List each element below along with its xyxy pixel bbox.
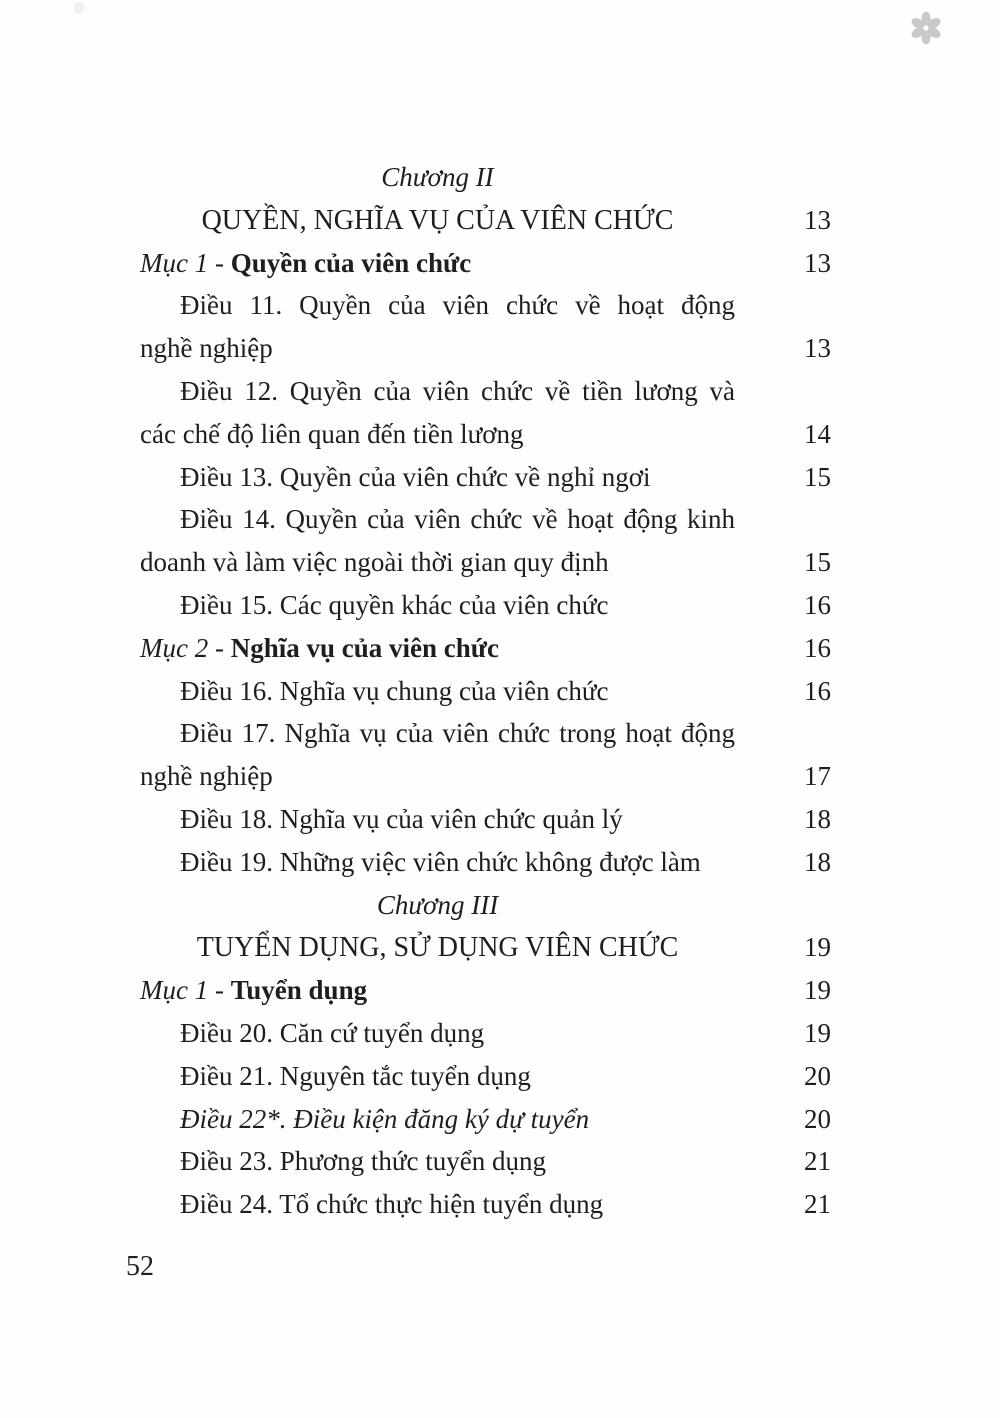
toc-article-entry: Điều 23. Phương thức tuyển dụng: [180, 1146, 547, 1177]
toc-page-number: 13: [804, 204, 831, 235]
toc-article-row: [140, 670, 831, 713]
chapter-label: Chương III: [376, 889, 499, 920]
toc-page-number: 13: [804, 333, 831, 364]
toc-article-entry-line2: nghề nghiệp: [140, 761, 273, 792]
toc-section-row: [140, 969, 831, 1012]
toc-chapter-label-row: [140, 884, 831, 927]
chapter-title: QUYỀN, NGHĨA VỤ CỦA VIÊN CHỨC: [201, 204, 674, 236]
toc-page-number: 13: [804, 247, 831, 278]
toc-page-number: 20: [804, 1060, 831, 1091]
toc-page-number: 20: [804, 1103, 831, 1134]
toc-article-row: [140, 1183, 831, 1226]
toc-article-entry: Điều 18. Nghĩa vụ của viên chức quản lý: [180, 803, 623, 834]
toc-page-number: 15: [804, 547, 831, 578]
toc-page-number: 18: [804, 846, 831, 877]
toc-article-entry: Điều 20. Căn cứ tuyển dụng: [180, 1017, 485, 1048]
section-title: Nghĩa vụ của viên chức: [230, 632, 499, 663]
chapter-title: TUYỂN DỤNG, SỬ DỤNG VIÊN CHỨC: [196, 932, 679, 964]
toc-article-row: [140, 712, 831, 755]
toc-page-number: 19: [804, 932, 831, 963]
toc-article-row: [140, 370, 831, 413]
toc-section-row: [140, 627, 831, 670]
toc-article-row: [140, 755, 831, 798]
toc-article-entry-line2: doanh và làm việc ngoài thời gian quy định: [140, 547, 609, 578]
toc-page-number: 21: [804, 1189, 831, 1220]
toc-page-number: 17: [804, 761, 831, 792]
flower-ornament-icon: [908, 10, 944, 46]
toc-page-number: 19: [804, 975, 831, 1006]
toc-chapter-label-row: [140, 156, 831, 199]
toc-article-row: [140, 541, 831, 584]
toc-article-entry: Điều 13. Quyền của viên chức về nghỉ ngơi: [180, 461, 651, 492]
toc-page-number: 21: [804, 1146, 831, 1177]
toc-page-number: 19: [804, 1017, 831, 1048]
toc-article-row: [140, 1140, 831, 1183]
section-title: Quyền của viên chức: [230, 247, 472, 278]
book-page-number: 52: [126, 1251, 154, 1282]
toc-page-number: 18: [804, 803, 831, 834]
toc-article-row: [140, 1055, 831, 1098]
toc-article-entry: Điều 24. Tổ chức thực hiện tuyển dụng: [180, 1189, 604, 1220]
toc-article-entry: Điều 16. Nghĩa vụ chung của viên chức: [180, 675, 609, 706]
toc-article-row: [140, 1098, 831, 1141]
toc-article-row: [140, 584, 831, 627]
toc-section-entry: [140, 242, 735, 285]
scan-artifact-mark: [74, 2, 84, 14]
toc-article-entry-line1: Điều 12. Quyền của viên chức về tiền lương và: [180, 375, 735, 406]
toc-article-entry-line1: Điều 11. Quyền của viên chức về hoạt động: [180, 290, 735, 321]
toc-article-entry-line1: Điều 17. Nghĩa vụ của viên chức trong hoạt động: [180, 718, 735, 749]
toc-page-number: 14: [804, 418, 831, 449]
section-separator: -: [208, 632, 231, 663]
toc-article-entry-line2: nghề nghiệp: [140, 333, 273, 364]
toc-article-row: [140, 327, 831, 370]
chapter-label: Chương II: [381, 162, 494, 192]
section-label: Mục 1: [140, 975, 209, 1006]
section-title: Tuyển dụng: [230, 975, 368, 1006]
toc-section-entry: [140, 969, 735, 1012]
toc-page-number: 16: [804, 589, 831, 620]
section-label: Mục 1: [140, 247, 209, 278]
toc-page-number: 16: [804, 632, 831, 663]
section-label: Mục 2: [140, 632, 209, 663]
section-separator: -: [208, 975, 231, 1006]
toc-article-entry: Điều 15. Các quyền khác của viên chức: [180, 589, 609, 620]
toc-article-row: [140, 456, 831, 499]
toc-article-entry: Điều 21. Nguyên tắc tuyển dụng: [180, 1060, 531, 1091]
toc-article-row: [140, 841, 831, 884]
toc-article-row: [140, 284, 831, 327]
toc-page-number: 16: [804, 675, 831, 706]
toc-article-entry-italic: Điều 22*. Điều kiện đăng ký dự tuyển: [180, 1103, 590, 1134]
toc-chapter-title-row: [140, 199, 831, 242]
toc-article-entry: Điều 19. Những việc viên chức không được làm: [180, 846, 701, 877]
toc-article-row: [140, 413, 831, 456]
toc-article-entry-line2: các chế độ liên quan đến tiền lương: [140, 418, 524, 449]
section-separator: -: [208, 247, 231, 278]
toc-article-row: [140, 798, 831, 841]
table-of-contents: [140, 156, 831, 1226]
toc-chapter-title-row: [140, 926, 831, 969]
toc-page-number: 15: [804, 461, 831, 492]
toc-section-entry: [140, 627, 735, 670]
toc-article-row: [140, 1012, 831, 1055]
toc-section-row: [140, 242, 831, 285]
toc-article-row: [140, 498, 831, 541]
toc-article-entry-line1: Điều 14. Quyền của viên chức về hoạt động kinh: [180, 504, 735, 535]
